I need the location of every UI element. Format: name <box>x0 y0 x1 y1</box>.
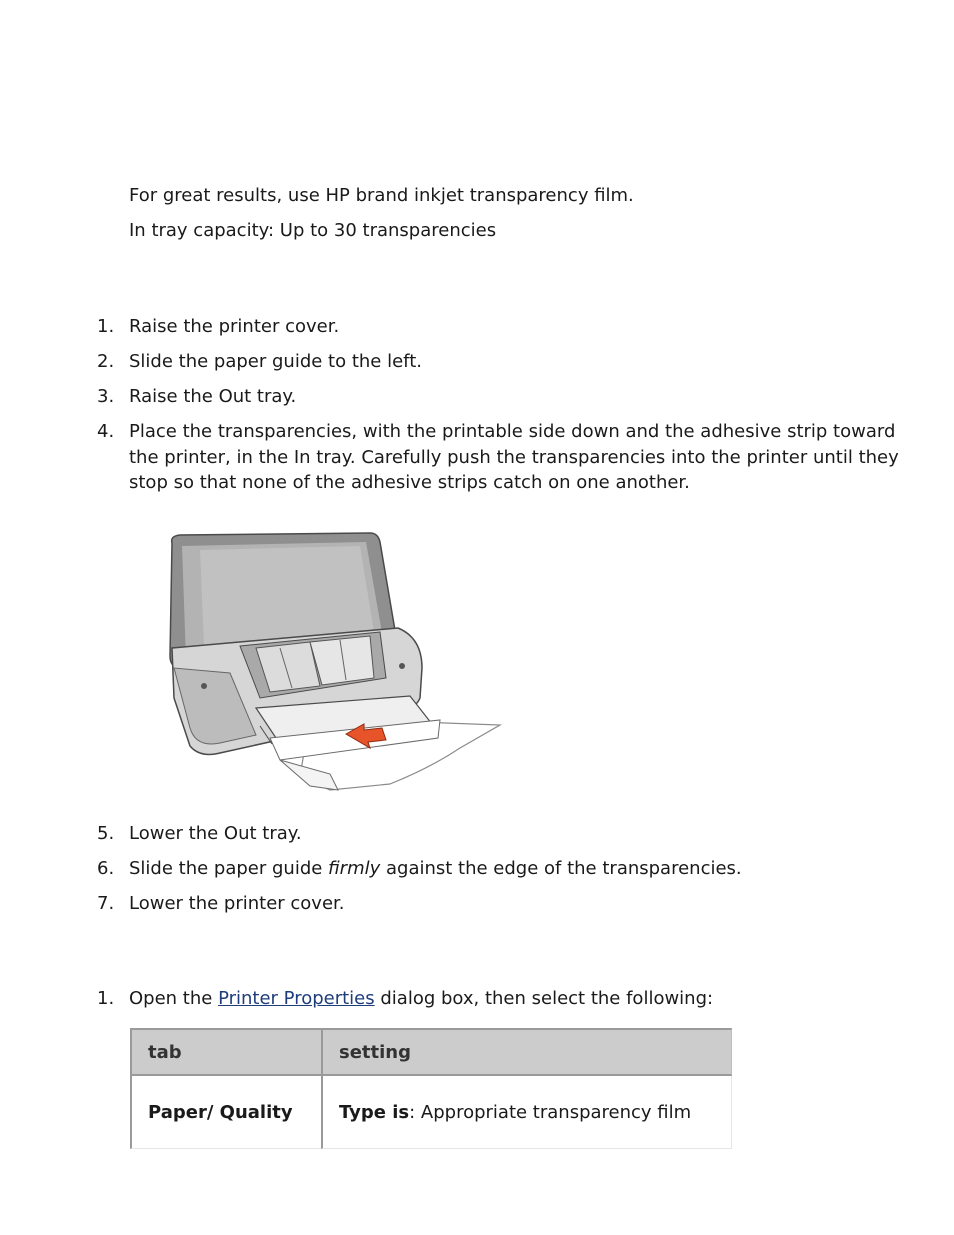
step-2-text: Slide the paper guide to the left. <box>129 351 422 372</box>
step-7-text: Lower the printer cover. <box>129 893 345 914</box>
step-6-emphasis: firmly <box>328 858 381 879</box>
printer-properties-link[interactable]: Printer Properties <box>218 988 375 1009</box>
step-1-text: Raise the printer cover. <box>129 316 340 337</box>
step-6-pre: Slide the paper guide <box>129 858 329 879</box>
print-step-1-text <box>129 986 713 1011</box>
intro-line-1: For great results, use HP brand inkjet transparency film. <box>129 185 634 206</box>
table-cell-setting <box>321 1076 732 1149</box>
step-2-number: 2. <box>97 351 115 372</box>
step-6-post: against the edge of the transparencies. <box>380 858 742 879</box>
printer-illustration <box>160 528 505 796</box>
print-step-1-pre: Open the <box>129 988 219 1009</box>
step-6-text <box>129 856 742 881</box>
setting-value: : Appropriate transparency film <box>409 1101 692 1123</box>
step-5-text: Lower the Out tray. <box>129 823 302 844</box>
step-5-number: 5. <box>97 823 115 844</box>
table-header-setting: setting <box>321 1028 732 1076</box>
print-step-1-post: dialog box, then select the following: <box>374 988 714 1009</box>
table-header-row <box>130 1028 732 1076</box>
table-header-tab: tab <box>130 1028 321 1076</box>
step-4-text: Place the transparencies, with the printable side down and the adhesive strip toward the printer, in the In tray. Carefully push the transparencies into the printer until they stop so that none of the adhesive strips catch on one another. <box>129 421 899 493</box>
table-row <box>130 1076 732 1149</box>
step-3-text: Raise the Out tray. <box>129 386 297 407</box>
step-1-number: 1. <box>97 316 115 337</box>
table-cell-tab <box>130 1076 321 1149</box>
intro-line-2: In tray capacity: Up to 30 transparencies <box>129 220 497 241</box>
setting-name: Type is <box>339 1101 410 1123</box>
step-7-number: 7. <box>97 893 115 914</box>
print-step-1-number: 1. <box>97 988 115 1009</box>
step-6-number: 6. <box>97 858 115 879</box>
settings-table <box>130 1028 732 1149</box>
step-3-number: 3. <box>97 386 115 407</box>
step-4-number: 4. <box>97 421 115 442</box>
tab-name: Paper/ Quality <box>148 1101 293 1123</box>
